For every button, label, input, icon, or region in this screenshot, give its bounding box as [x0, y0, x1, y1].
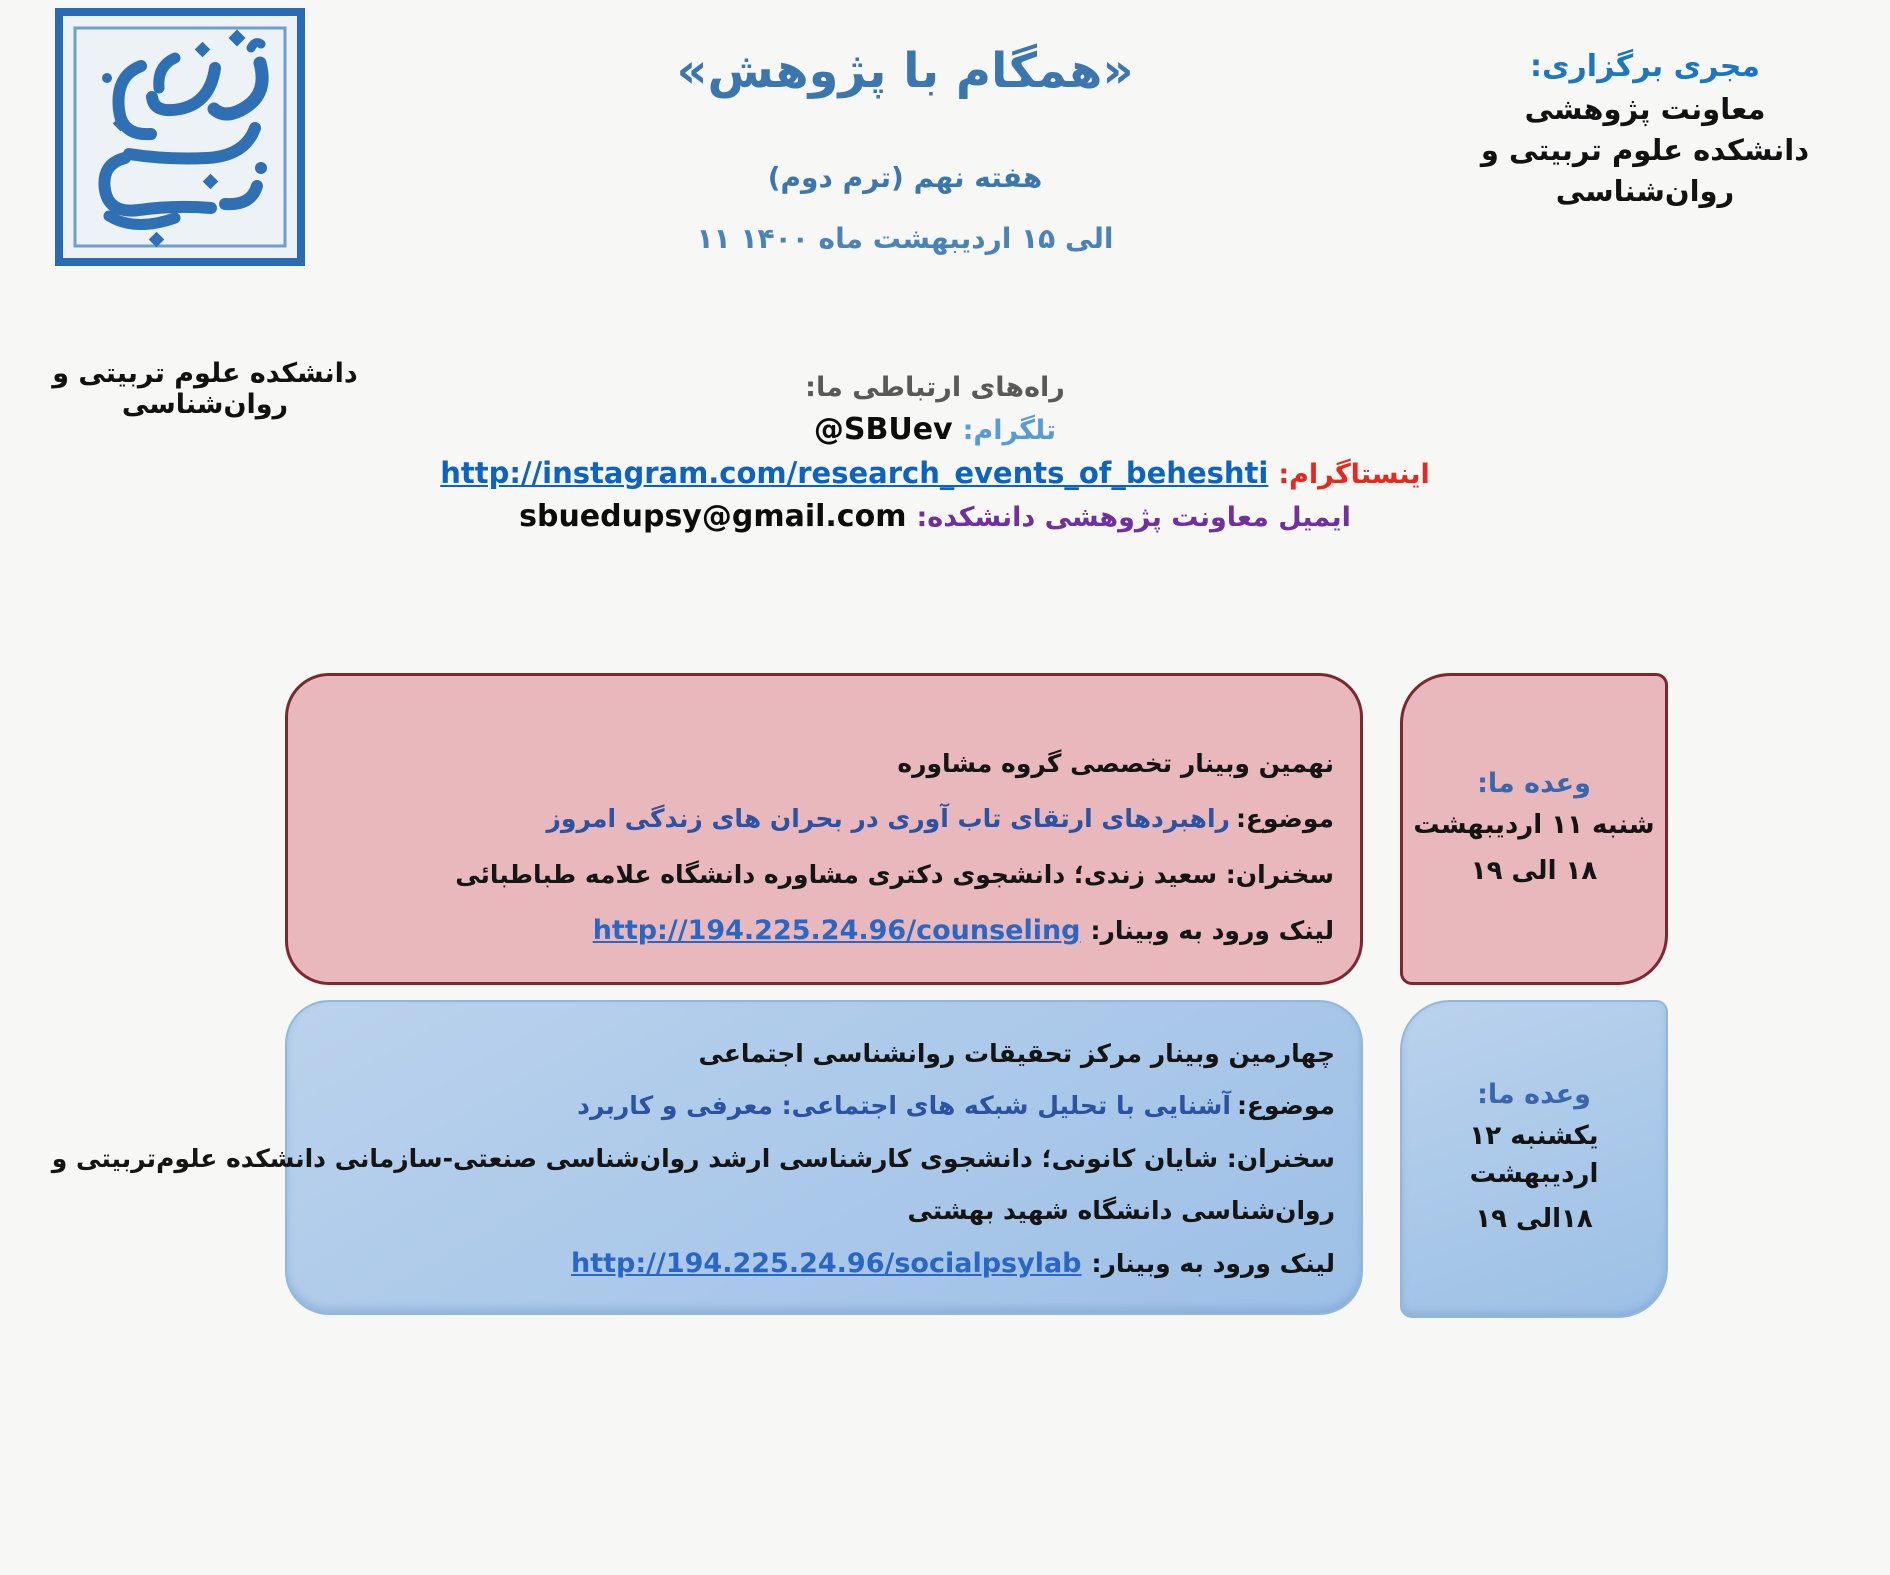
contact-heading: راه‌های ارتباطی ما:	[805, 372, 1065, 403]
schedule-date: شنبه ۱۱ اردیبهشت	[1413, 809, 1655, 840]
email-label: ایمیل معاونت پژوهشی دانشکده:	[916, 502, 1351, 533]
header-title-block	[555, 44, 1255, 255]
organizer-line1: معاونت پژوهشی	[1524, 91, 1766, 126]
schedule-time: ۱۸ الی ۱۹	[1470, 855, 1598, 886]
event-date-range: ۱۱ الی ۱۵ اردیبهشت ماه ۱۴۰۰	[696, 222, 1114, 256]
instagram-link[interactable]: http://instagram.com/research_events_of_beheshti	[440, 456, 1269, 490]
email-line	[385, 499, 1485, 534]
topic-label: موضوع:	[1236, 1091, 1335, 1121]
schedule-time: ۱۸الی ۱۹	[1475, 1204, 1593, 1235]
schedule-date: یکشنبه ۱۲ اردیبهشت	[1469, 1120, 1599, 1189]
topic-label: موضوع:	[1235, 804, 1334, 834]
webinar-topic-line	[314, 803, 1334, 834]
university-logo	[55, 8, 305, 266]
telegram-label: تلگرام:	[962, 415, 1057, 446]
telegram-line	[385, 412, 1485, 447]
socialpsy-webinar-card	[51, 1000, 1363, 1315]
contact-block	[385, 372, 1485, 543]
instagram-line	[385, 456, 1485, 490]
webinar-speaker-line2: روان‌شناسی دانشگاه شهید بهشتی	[907, 1195, 1335, 1225]
webinar-speaker: سخنران: سعید زندی؛ دانشجوی دکتری مشاوره دانشگاه علامه طباطبائی	[455, 859, 1334, 889]
counseling-schedule-card	[1400, 673, 1668, 985]
webinar-link-line	[314, 914, 1334, 948]
university-seal-icon	[55, 8, 305, 266]
link-label: لینک ورود به وبینار:	[1091, 1249, 1335, 1278]
socialpsy-schedule-card	[1400, 1000, 1668, 1318]
schedule-label: وعده ما:	[1477, 767, 1591, 799]
organizer-line2: دانشکده علوم تربیتی و روان‌شناسی	[1480, 132, 1810, 208]
webinar-topic-line	[313, 1090, 1335, 1121]
socialpsy-webinar-link[interactable]: http://194.225.24.96/socialpsylab	[570, 1248, 1082, 1279]
counseling-webinar-link[interactable]: http://194.225.24.96/counseling	[592, 914, 1081, 946]
topic-value: آشنایی با تحلیل شبکه های اجتماعی: معرفی و کاربرد	[577, 1091, 1231, 1121]
email-address: sbuedupsy@gmail.com	[519, 499, 907, 534]
webinar-link-line	[313, 1247, 1335, 1281]
telegram-handle: @SBUev	[813, 412, 953, 447]
counseling-webinar-card	[285, 673, 1363, 985]
page-subtitle: هفته نهم (ترم دوم)	[767, 161, 1043, 195]
webinar-title: چهارمین وبینار مرکز تحقیقات روانشناسی اجتماعی	[698, 1039, 1335, 1068]
webinar-speaker-line1: سخنران: شایان کانونی؛ دانشجوی کارشناسی ارشد روان‌شناسی صنعتی-سازمانی دانشکده علوم‌تربیتی و	[51, 1143, 1335, 1173]
schedule-label: وعده ما:	[1477, 1078, 1591, 1110]
page-title: «همگام با پژوهش»	[676, 43, 1134, 99]
instagram-label: اینستاگرام:	[1278, 459, 1430, 490]
faculty-caption: دانشکده علوم تربیتی و روان‌شناسی	[52, 358, 358, 420]
topic-value: راهبردهای ارتقای تاب آوری در بحران های زندگی امروز	[546, 804, 1230, 834]
organizer-block	[1410, 46, 1880, 212]
link-label: لینک ورود به وبینار:	[1090, 915, 1334, 945]
organizer-label: مجری برگزاری:	[1530, 49, 1760, 84]
webinar-title: نهمین وبینار تخصصی گروه مشاوره	[897, 749, 1334, 778]
